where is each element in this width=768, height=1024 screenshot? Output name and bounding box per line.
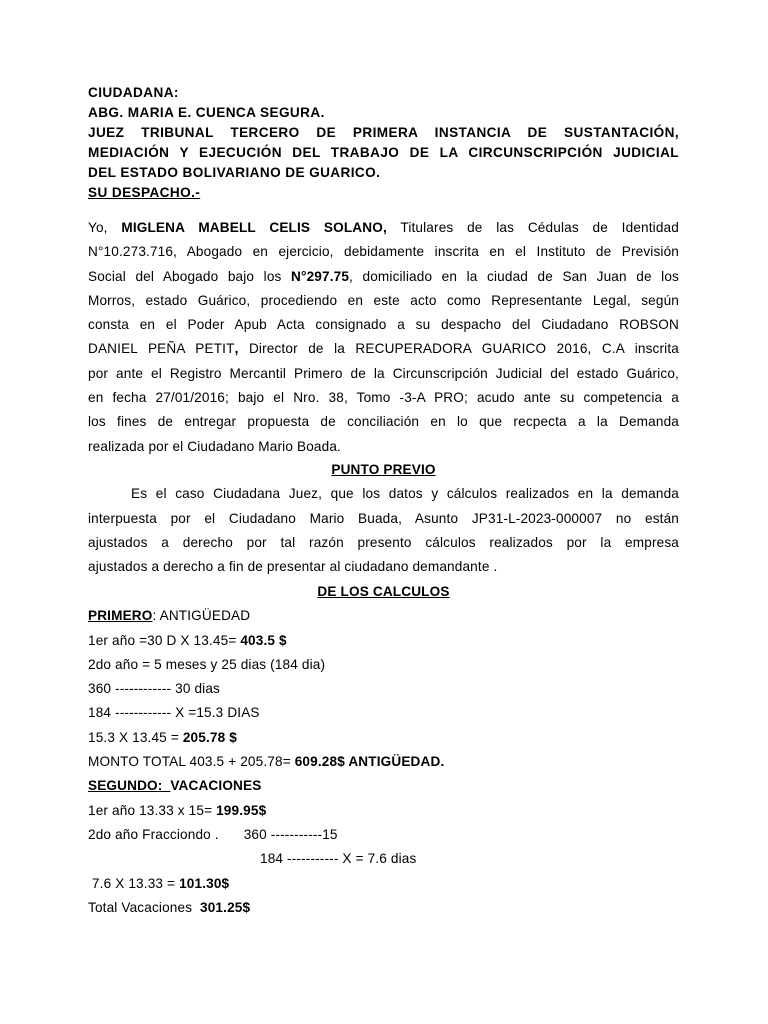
intro-line: en fecha 27/01/2016; bajo el Nro. 38, Tomo -3-A PRO; acudo ante su competencia a bbox=[88, 390, 679, 406]
segundo-heading: SEGUNDO: VACACIONES bbox=[88, 778, 262, 794]
addressee-block bbox=[88, 83, 679, 203]
calc-row-total-vacaciones: Total Vacaciones 301.25$ bbox=[88, 899, 251, 915]
intro-line: los fines de entregar propuesta de conciliación en lo que recpecta a la Demanda bbox=[88, 414, 679, 430]
calc-row: 1er año 13.33 x 15= 199.95$ bbox=[88, 802, 267, 818]
calc-row: 184 ------------ X =15.3 DIAS bbox=[88, 705, 260, 721]
addressee-title-line-1: JUEZ TRIBUNAL TERCERO DE PRIMERA INSTANCIA DE SUSTANTACIÓN, bbox=[88, 125, 679, 140]
calculos-heading: DE LOS CALCULOS bbox=[317, 584, 450, 599]
calc-row: 7.6 X 13.33 = 101.30$ bbox=[88, 875, 230, 891]
calculos-section bbox=[88, 580, 679, 920]
addressee-title-line-3: DEL ESTADO BOLIVARIANO DE GUARICO. bbox=[88, 165, 381, 180]
punto-previo-heading: PUNTO PREVIO bbox=[331, 462, 436, 477]
punto-previo-line: ajustados a derecho a fin de presentar al ciudadano demandante . bbox=[88, 559, 498, 575]
intro-paragraph bbox=[88, 216, 679, 459]
intro-line: por ante el Registro Mercantil Primero de la Circunscripción Judicial del estado Guárico, bbox=[88, 365, 679, 381]
punto-previo-section bbox=[88, 458, 679, 579]
calc-row: 1er año =30 D X 13.45= 403.5 $ bbox=[88, 632, 287, 648]
intro-line: Morros, estado Guárico, procediendo en este acto como Representante Legal, según bbox=[88, 292, 679, 308]
punto-previo-line: interpuesta por el Ciudadano Mario Buada, Asunto JP31-L-2023-000007 no están bbox=[88, 510, 679, 526]
intro-line: Social del Abogado bajo los N°297.75, domiciliado en la ciudad de San Juan de los bbox=[88, 268, 680, 284]
addressee-name: ABG. MARIA E. CUENCA SEGURA. bbox=[88, 105, 325, 120]
intro-line: consta en el Poder Apub Acta consignado a su despacho del Ciudadano ROBSON bbox=[88, 317, 679, 333]
addressee-salutation: CIUDADANA: bbox=[88, 85, 179, 100]
su-despacho-heading: SU DESPACHO.- bbox=[88, 185, 201, 200]
calc-row-total-antiguedad: MONTO TOTAL 403.5 + 205.78= 609.28$ ANTIGÜEDAD. bbox=[88, 754, 445, 770]
addressee-title-line-2: MEDIACIÓN Y EJECUCIÓN DEL TRABAJO DE LA CIRCUNSCRIPCIÓN JUDICIAL bbox=[88, 145, 679, 160]
calc-row: 2do año = 5 meses y 25 dias (184 dia) bbox=[88, 656, 326, 672]
calc-row: 360 ------------ 30 dias bbox=[88, 681, 220, 697]
intro-line: DANIEL PEÑA PETIT, Director de la RECUPERADORA GUARICO 2016, C.A inscrita bbox=[88, 341, 679, 357]
calc-row: 2do año Fracciondo . 360 -----------15 bbox=[88, 826, 338, 842]
intro-line: Yo, MIGLENA MABELL CELIS SOLANO, Titulares de las Cédulas de Identidad bbox=[88, 220, 679, 235]
punto-previo-line: ajustados a derecho por tal razón presento cálculos realizados por la empresa bbox=[88, 534, 679, 550]
punto-previo-line: Es el caso Ciudadana Juez, que los datos y cálculos realizados en la demanda bbox=[131, 486, 679, 502]
intro-line: realizada por el Ciudadano Mario Boada. bbox=[88, 438, 341, 454]
intro-line: N°10.273.716, Abogado en ejercicio, debidamente inscrita en el Instituto de Previsión bbox=[88, 244, 679, 260]
calc-row: 184 ----------- X = 7.6 dias bbox=[260, 851, 417, 867]
calc-row: 15.3 X 13.45 = 205.78 $ bbox=[88, 729, 237, 745]
primero-heading: PRIMERO: ANTIGÜEDAD bbox=[88, 608, 251, 624]
